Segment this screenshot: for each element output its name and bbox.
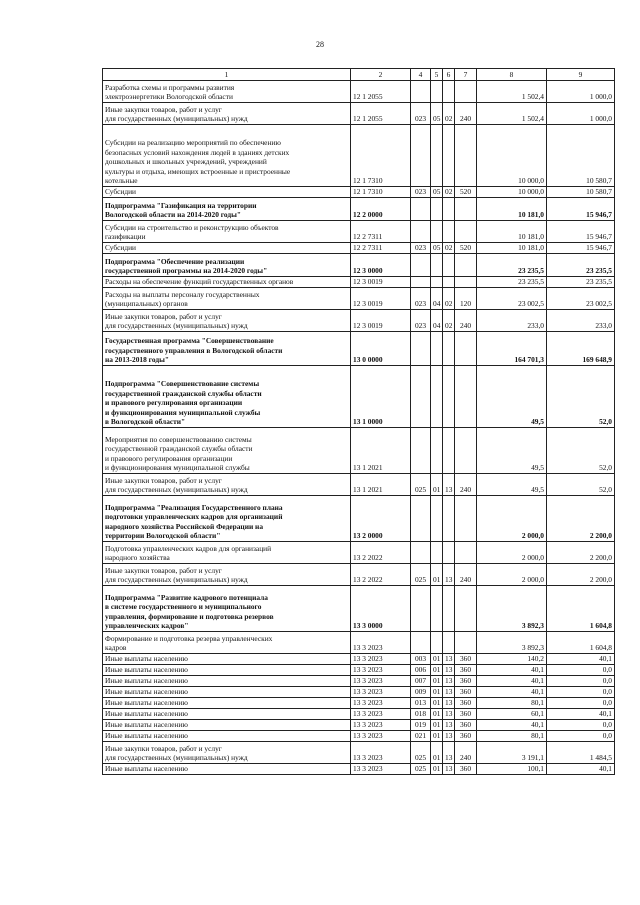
table-row (103, 310, 615, 332)
row-code-cell: 12 1 7310 (351, 125, 411, 187)
table-row (103, 496, 615, 542)
row-amount-2014-cell: 49,5 (477, 428, 547, 474)
row-subsection-cell: 13 (443, 654, 455, 665)
table-row (103, 254, 615, 277)
row-ministry-cell: 025 (411, 742, 431, 764)
table-row (103, 277, 615, 288)
table-row (103, 366, 615, 428)
row-name-cell: Иные выплаты населению (103, 698, 351, 709)
row-section-cell: 05 (431, 243, 443, 254)
row-expense-type-cell: 360 (455, 654, 477, 665)
row-ministry-cell (411, 496, 431, 542)
row-section-cell (431, 81, 443, 103)
row-expense-type-cell (455, 428, 477, 474)
row-subsection-cell: 13 (443, 665, 455, 676)
row-amount-2015-cell: 0,0 (547, 731, 615, 742)
row-code-cell: 13 3 2023 (351, 654, 411, 665)
page-number: 28 (316, 40, 324, 49)
row-name-cell: Подпрограмма "Реализация Государственного плана подготовки управленческих кадров для организаций народного хозяйства Российской Федерации на территории Вологодской области" (103, 496, 351, 542)
row-section-cell: 01 (431, 720, 443, 731)
row-amount-2014-cell: 10 000,0 (477, 125, 547, 187)
row-amount-2014-cell: 23 002,5 (477, 288, 547, 310)
row-amount-2014-cell: 10 000,0 (477, 187, 547, 198)
row-amount-2014-cell: 2 000,0 (477, 542, 547, 564)
table-row (103, 586, 615, 632)
row-amount-2014-cell: 60,1 (477, 709, 547, 720)
table-row (103, 731, 615, 742)
row-expense-type-cell (455, 198, 477, 221)
row-amount-2015-cell: 15 946,7 (547, 198, 615, 221)
row-subsection-cell (443, 366, 455, 428)
row-name-cell: Мероприятия по совершенствованию системы государственной гражданской службы области и правового регулирования организации и функционирования муниципальной службы (103, 428, 351, 474)
row-subsection-cell: 02 (443, 243, 455, 254)
table-row (103, 187, 615, 198)
row-amount-2014-cell: 1 502,4 (477, 81, 547, 103)
row-name-cell: Иные закупки товаров, работ и услуг для государственных (муниципальных) нужд (103, 474, 351, 496)
table-row (103, 428, 615, 474)
row-name-cell: Подпрограмма "Развитие кадрового потенциала в системе государственного и муниципального управления, формирование и подготовка резервов управленческих кадров" (103, 586, 351, 632)
row-name-cell: Подпрограмма "Обеспечение реализации государственной программы на 2014-2020 годы" (103, 254, 351, 277)
row-ministry-cell: 023 (411, 243, 431, 254)
row-code-cell: 13 1 2021 (351, 428, 411, 474)
row-ministry-cell: 018 (411, 709, 431, 720)
row-code-cell: 13 3 2023 (351, 687, 411, 698)
row-amount-2015-cell: 0,0 (547, 687, 615, 698)
row-name-cell: Разработка схемы и программы развития электроэнергетики Вологодской области (103, 81, 351, 103)
row-expense-type-cell (455, 254, 477, 277)
row-code-cell: 13 3 2023 (351, 665, 411, 676)
row-section-cell (431, 586, 443, 632)
row-expense-type-cell (455, 125, 477, 187)
row-amount-2014-cell: 10 181,0 (477, 243, 547, 254)
table-row (103, 764, 615, 775)
row-amount-2014-cell: 80,1 (477, 698, 547, 709)
table-row (103, 474, 615, 496)
row-section-cell: 01 (431, 676, 443, 687)
row-name-cell: Иные выплаты населению (103, 731, 351, 742)
row-amount-2014-cell: 2 000,0 (477, 564, 547, 586)
header-cell: 5 (431, 69, 443, 81)
row-section-cell (431, 366, 443, 428)
row-ministry-cell (411, 542, 431, 564)
row-amount-2015-cell: 23 002,5 (547, 288, 615, 310)
row-code-cell: 13 1 0000 (351, 366, 411, 428)
header-cell: 7 (455, 69, 477, 81)
row-ministry-cell: 007 (411, 676, 431, 687)
row-subsection-cell (443, 81, 455, 103)
row-expense-type-cell: 360 (455, 720, 477, 731)
row-code-cell: 13 3 2023 (351, 698, 411, 709)
budget-table (102, 68, 615, 775)
row-expense-type-cell: 360 (455, 698, 477, 709)
row-code-cell: 13 3 2023 (351, 764, 411, 775)
row-code-cell: 12 1 2055 (351, 103, 411, 125)
row-amount-2015-cell: 15 946,7 (547, 243, 615, 254)
header-cell: 2 (351, 69, 411, 81)
row-expense-type-cell: 360 (455, 764, 477, 775)
header-cell: 1 (103, 69, 351, 81)
row-amount-2014-cell: 1 502,4 (477, 103, 547, 125)
row-expense-type-cell: 240 (455, 474, 477, 496)
row-name-cell: Расходы на выплаты персоналу государственных (муниципальных) органов (103, 288, 351, 310)
row-amount-2014-cell: 80,1 (477, 731, 547, 742)
row-amount-2014-cell: 164 701,3 (477, 332, 547, 366)
row-ministry-cell: 023 (411, 187, 431, 198)
row-name-cell: Расходы на обеспечение функций государственных органов (103, 277, 351, 288)
row-name-cell: Государственная программа "Совершенствование государственного управления в Вологодской области на 2013-2018 годы" (103, 332, 351, 366)
row-ministry-cell (411, 632, 431, 654)
row-section-cell: 01 (431, 764, 443, 775)
row-ministry-cell: 019 (411, 720, 431, 731)
row-amount-2014-cell: 2 000,0 (477, 496, 547, 542)
row-amount-2015-cell: 40,1 (547, 709, 615, 720)
row-ministry-cell (411, 428, 431, 474)
row-subsection-cell (443, 428, 455, 474)
table-row (103, 687, 615, 698)
row-amount-2014-cell: 40,1 (477, 720, 547, 731)
row-amount-2015-cell: 1 604,8 (547, 632, 615, 654)
row-ministry-cell: 023 (411, 310, 431, 332)
row-expense-type-cell: 520 (455, 243, 477, 254)
row-subsection-cell (443, 332, 455, 366)
row-amount-2014-cell: 140,2 (477, 654, 547, 665)
row-amount-2015-cell: 2 200,0 (547, 542, 615, 564)
row-expense-type-cell: 240 (455, 564, 477, 586)
table-row (103, 103, 615, 125)
row-ministry-cell: 025 (411, 474, 431, 496)
row-ministry-cell: 021 (411, 731, 431, 742)
row-section-cell: 01 (431, 709, 443, 720)
row-name-cell: Иные закупки товаров, работ и услуг для государственных (муниципальных) нужд (103, 742, 351, 764)
row-section-cell: 04 (431, 310, 443, 332)
row-section-cell: 01 (431, 731, 443, 742)
table-row (103, 125, 615, 187)
row-code-cell: 13 3 2023 (351, 709, 411, 720)
row-section-cell (431, 125, 443, 187)
table-row (103, 654, 615, 665)
row-section-cell (431, 254, 443, 277)
row-amount-2015-cell: 52,0 (547, 366, 615, 428)
row-amount-2015-cell: 1 604,8 (547, 586, 615, 632)
row-name-cell: Иные выплаты населению (103, 709, 351, 720)
row-code-cell: 13 2 2022 (351, 542, 411, 564)
row-subsection-cell (443, 632, 455, 654)
row-code-cell: 12 3 0000 (351, 254, 411, 277)
row-expense-type-cell: 360 (455, 709, 477, 720)
table-row (103, 81, 615, 103)
row-expense-type-cell: 360 (455, 665, 477, 676)
row-amount-2015-cell: 0,0 (547, 665, 615, 676)
header-cell: 4 (411, 69, 431, 81)
table-row (103, 676, 615, 687)
row-code-cell: 13 3 2023 (351, 720, 411, 731)
row-section-cell (431, 332, 443, 366)
row-subsection-cell: 13 (443, 687, 455, 698)
row-code-cell: 13 2 2022 (351, 564, 411, 586)
row-section-cell (431, 198, 443, 221)
row-code-cell: 12 1 2055 (351, 81, 411, 103)
row-subsection-cell: 13 (443, 698, 455, 709)
row-ministry-cell (411, 221, 431, 243)
row-expense-type-cell (455, 586, 477, 632)
row-amount-2015-cell: 1 000,0 (547, 103, 615, 125)
row-expense-type-cell (455, 542, 477, 564)
row-ministry-cell (411, 366, 431, 428)
row-section-cell (431, 632, 443, 654)
row-amount-2015-cell: 10 580,7 (547, 187, 615, 198)
row-section-cell (431, 496, 443, 542)
row-ministry-cell (411, 586, 431, 632)
row-amount-2014-cell: 3 892,3 (477, 632, 547, 654)
row-code-cell: 13 0 0000 (351, 332, 411, 366)
table-row (103, 542, 615, 564)
row-section-cell: 04 (431, 288, 443, 310)
row-subsection-cell (443, 542, 455, 564)
row-code-cell: 12 1 7310 (351, 187, 411, 198)
row-expense-type-cell: 360 (455, 687, 477, 698)
row-name-cell: Иные выплаты населению (103, 720, 351, 731)
row-code-cell: 12 2 7311 (351, 243, 411, 254)
row-amount-2014-cell: 49,5 (477, 474, 547, 496)
row-name-cell: Подготовка управленческих кадров для организаций народного хозяйства (103, 542, 351, 564)
row-subsection-cell (443, 496, 455, 542)
row-ministry-cell: 025 (411, 764, 431, 775)
row-subsection-cell: 02 (443, 310, 455, 332)
row-amount-2014-cell: 10 181,0 (477, 198, 547, 221)
row-expense-type-cell (455, 632, 477, 654)
row-expense-type-cell: 520 (455, 187, 477, 198)
row-amount-2014-cell: 3 892,3 (477, 586, 547, 632)
row-ministry-cell: 013 (411, 698, 431, 709)
row-expense-type-cell: 120 (455, 288, 477, 310)
row-amount-2014-cell: 40,1 (477, 687, 547, 698)
row-expense-type-cell (455, 496, 477, 542)
row-code-cell: 13 3 0000 (351, 586, 411, 632)
row-ministry-cell: 025 (411, 564, 431, 586)
row-code-cell: 12 2 7311 (351, 221, 411, 243)
row-subsection-cell: 13 (443, 709, 455, 720)
header-cell: 8 (477, 69, 547, 81)
row-name-cell: Субсидии (103, 243, 351, 254)
row-subsection-cell (443, 198, 455, 221)
row-expense-type-cell (455, 277, 477, 288)
row-expense-type-cell (455, 221, 477, 243)
row-amount-2014-cell: 49,5 (477, 366, 547, 428)
table-row (103, 742, 615, 764)
row-code-cell: 12 3 0019 (351, 310, 411, 332)
row-expense-type-cell (455, 81, 477, 103)
row-section-cell: 05 (431, 103, 443, 125)
row-expense-type-cell: 360 (455, 731, 477, 742)
row-amount-2015-cell: 1 484,5 (547, 742, 615, 764)
table-row (103, 665, 615, 676)
row-expense-type-cell: 240 (455, 742, 477, 764)
row-section-cell (431, 542, 443, 564)
row-code-cell: 13 1 2021 (351, 474, 411, 496)
row-name-cell: Иные закупки товаров, работ и услуг для государственных (муниципальных) нужд (103, 564, 351, 586)
row-section-cell: 01 (431, 742, 443, 764)
row-name-cell: Иные выплаты населению (103, 764, 351, 775)
row-section-cell (431, 277, 443, 288)
row-amount-2014-cell: 40,1 (477, 676, 547, 687)
row-amount-2014-cell: 3 191,1 (477, 742, 547, 764)
row-subsection-cell (443, 221, 455, 243)
row-expense-type-cell (455, 366, 477, 428)
row-amount-2015-cell: 52,0 (547, 474, 615, 496)
row-section-cell: 01 (431, 687, 443, 698)
row-amount-2014-cell: 40,1 (477, 665, 547, 676)
row-code-cell: 12 2 0000 (351, 198, 411, 221)
row-ministry-cell (411, 125, 431, 187)
row-code-cell: 13 2 0000 (351, 496, 411, 542)
row-amount-2015-cell: 2 200,0 (547, 496, 615, 542)
row-section-cell (431, 221, 443, 243)
row-name-cell: Подпрограмма "Совершенствование системы государственной гражданской службы области и правового регулирования организации и функционирования муниципальной службы в Вологодской области" (103, 366, 351, 428)
row-code-cell: 13 3 2023 (351, 731, 411, 742)
row-code-cell: 13 3 2023 (351, 632, 411, 654)
row-name-cell: Субсидии на реализацию мероприятий по обеспечению безопасных условий нахождения людей в зданиях детских дошкольных и школьных учреждений, учреждений культуры и отдыха, имеющих встроенные и пристроенные котельные (103, 125, 351, 187)
table-row (103, 198, 615, 221)
row-ministry-cell (411, 81, 431, 103)
table-row (103, 632, 615, 654)
row-ministry-cell (411, 277, 431, 288)
row-amount-2015-cell: 40,1 (547, 764, 615, 775)
row-amount-2014-cell: 23 235,5 (477, 277, 547, 288)
row-code-cell: 12 3 0019 (351, 288, 411, 310)
row-amount-2014-cell: 10 181,0 (477, 221, 547, 243)
row-subsection-cell (443, 125, 455, 187)
row-ministry-cell (411, 332, 431, 366)
table-row (103, 221, 615, 243)
row-subsection-cell: 13 (443, 720, 455, 731)
row-section-cell: 01 (431, 665, 443, 676)
row-subsection-cell: 02 (443, 187, 455, 198)
row-subsection-cell (443, 277, 455, 288)
row-section-cell: 01 (431, 564, 443, 586)
row-section-cell: 01 (431, 698, 443, 709)
row-amount-2014-cell: 100,1 (477, 764, 547, 775)
row-subsection-cell: 13 (443, 731, 455, 742)
row-ministry-cell: 009 (411, 687, 431, 698)
row-amount-2014-cell: 23 235,5 (477, 254, 547, 277)
row-name-cell: Формирование и подготовка резерва управленческих кадров (103, 632, 351, 654)
row-name-cell: Иные выплаты населению (103, 654, 351, 665)
table-row (103, 709, 615, 720)
row-subsection-cell: 13 (443, 742, 455, 764)
row-amount-2015-cell: 0,0 (547, 676, 615, 687)
row-subsection-cell: 02 (443, 288, 455, 310)
row-name-cell: Иные закупки товаров, работ и услуг для государственных (муниципальных) нужд (103, 310, 351, 332)
row-amount-2015-cell: 169 648,9 (547, 332, 615, 366)
row-subsection-cell: 13 (443, 676, 455, 687)
row-amount-2015-cell: 1 000,0 (547, 81, 615, 103)
row-expense-type-cell: 240 (455, 103, 477, 125)
row-amount-2015-cell: 0,0 (547, 720, 615, 731)
table-row (103, 288, 615, 310)
row-section-cell: 05 (431, 187, 443, 198)
row-subsection-cell: 13 (443, 474, 455, 496)
row-code-cell: 13 3 2023 (351, 676, 411, 687)
table-row (103, 698, 615, 709)
row-amount-2015-cell: 23 235,5 (547, 254, 615, 277)
row-amount-2015-cell: 0,0 (547, 698, 615, 709)
row-subsection-cell: 02 (443, 103, 455, 125)
row-ministry-cell: 006 (411, 665, 431, 676)
row-expense-type-cell: 240 (455, 310, 477, 332)
row-subsection-cell: 13 (443, 764, 455, 775)
row-ministry-cell (411, 254, 431, 277)
header-cell: 9 (547, 69, 615, 81)
table-row (103, 243, 615, 254)
row-code-cell: 12 3 0019 (351, 277, 411, 288)
row-name-cell: Иные закупки товаров, работ и услуг для государственных (муниципальных) нужд (103, 103, 351, 125)
row-amount-2015-cell: 2 200,0 (547, 564, 615, 586)
row-code-cell: 13 3 2023 (351, 742, 411, 764)
row-name-cell: Субсидии (103, 187, 351, 198)
row-name-cell: Субсидии на строительство и реконструкцию объектов газификации (103, 221, 351, 243)
table-header-row (103, 69, 615, 81)
row-amount-2015-cell: 23 235,5 (547, 277, 615, 288)
row-name-cell: Иные выплаты населению (103, 676, 351, 687)
row-amount-2015-cell: 233,0 (547, 310, 615, 332)
row-subsection-cell: 13 (443, 564, 455, 586)
row-name-cell: Подпрограмма "Газификация на территории Вологодской области на 2014-2020 годы" (103, 198, 351, 221)
row-subsection-cell (443, 254, 455, 277)
row-amount-2015-cell: 15 946,7 (547, 221, 615, 243)
table-row (103, 720, 615, 731)
row-ministry-cell: 003 (411, 654, 431, 665)
row-amount-2015-cell: 52,0 (547, 428, 615, 474)
row-expense-type-cell: 360 (455, 676, 477, 687)
table-row (103, 564, 615, 586)
header-cell: 6 (443, 69, 455, 81)
row-amount-2014-cell: 233,0 (477, 310, 547, 332)
row-subsection-cell (443, 586, 455, 632)
table-row (103, 332, 615, 366)
row-ministry-cell: 023 (411, 288, 431, 310)
row-amount-2015-cell: 10 580,7 (547, 125, 615, 187)
row-section-cell (431, 428, 443, 474)
row-name-cell: Иные выплаты населению (103, 687, 351, 698)
row-section-cell: 01 (431, 474, 443, 496)
row-name-cell: Иные выплаты населению (103, 665, 351, 676)
row-section-cell: 01 (431, 654, 443, 665)
row-amount-2015-cell: 40,1 (547, 654, 615, 665)
row-ministry-cell (411, 198, 431, 221)
row-ministry-cell: 023 (411, 103, 431, 125)
row-expense-type-cell (455, 332, 477, 366)
